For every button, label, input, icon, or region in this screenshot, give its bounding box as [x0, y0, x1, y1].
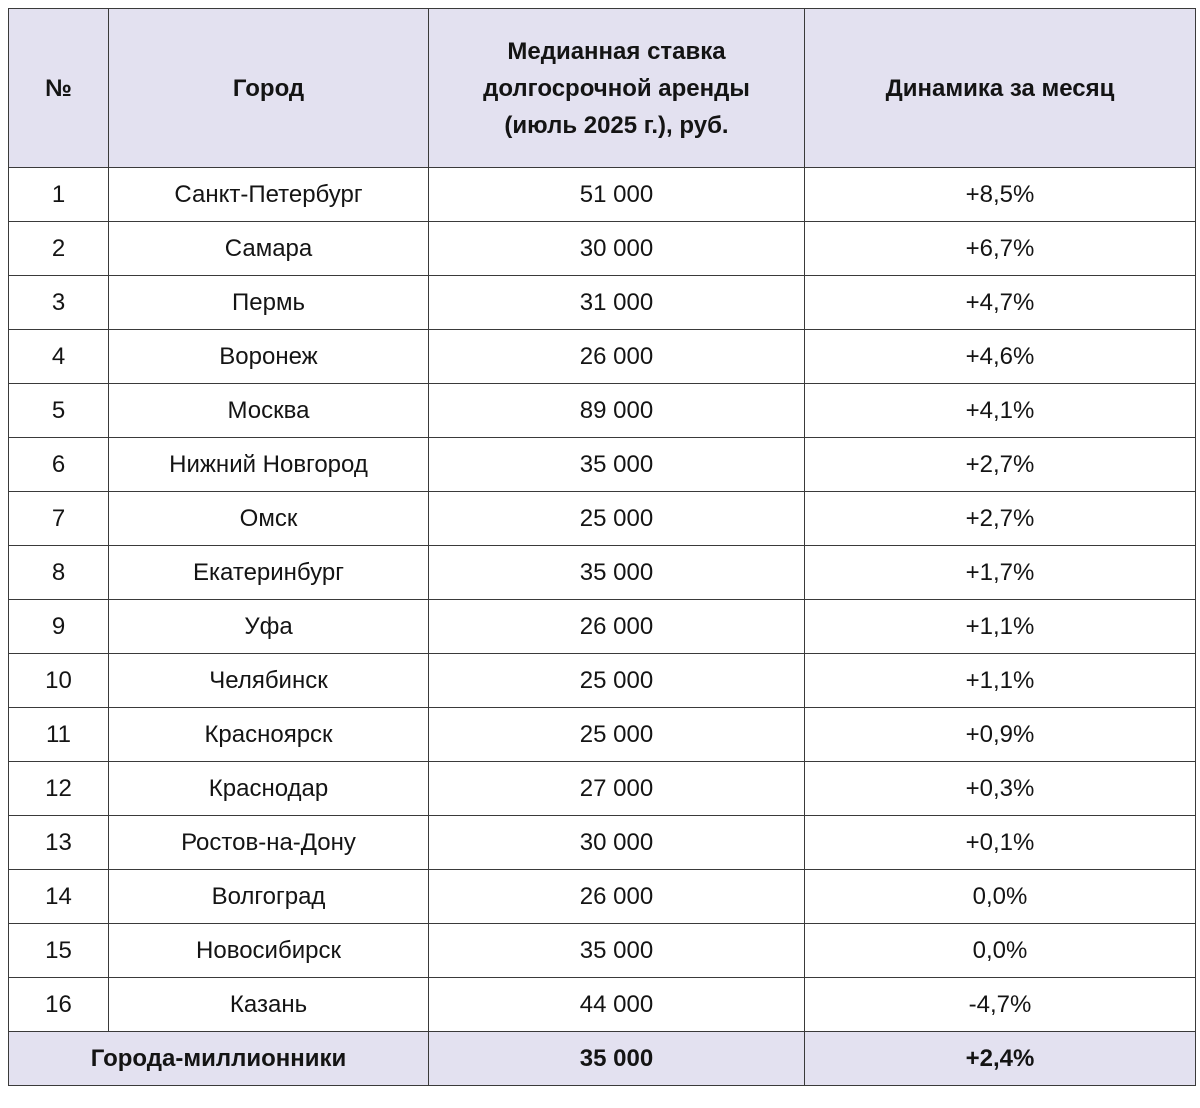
- cell-change: +1,1%: [805, 600, 1196, 654]
- cell-rate: 31 000: [429, 276, 805, 330]
- header-rate: [429, 9, 805, 168]
- cell-num: 5: [9, 384, 109, 438]
- cell-change: +2,7%: [805, 492, 1196, 546]
- total-row: [9, 1032, 1196, 1086]
- cell-num: 2: [9, 222, 109, 276]
- cell-num: 7: [9, 492, 109, 546]
- table-footer: [9, 1032, 1196, 1086]
- cell-change: +4,1%: [805, 384, 1196, 438]
- cell-rate: 26 000: [429, 870, 805, 924]
- cell-num: 9: [9, 600, 109, 654]
- cell-city: Краснодар: [109, 762, 429, 816]
- cell-change: +0,9%: [805, 708, 1196, 762]
- total-rate: 35 000: [429, 1032, 805, 1086]
- table-row: [9, 276, 1196, 330]
- cell-change: +4,7%: [805, 276, 1196, 330]
- total-label: Города-миллионники: [9, 1032, 429, 1086]
- cell-city: Санкт-Петербург: [109, 168, 429, 222]
- cell-num: 13: [9, 816, 109, 870]
- rent-table: [8, 8, 1196, 1086]
- cell-change: -4,7%: [805, 978, 1196, 1032]
- cell-change: +6,7%: [805, 222, 1196, 276]
- cell-change: +2,7%: [805, 438, 1196, 492]
- cell-city: Пермь: [109, 276, 429, 330]
- table-row: [9, 708, 1196, 762]
- cell-num: 10: [9, 654, 109, 708]
- table-row: [9, 438, 1196, 492]
- table-row: [9, 816, 1196, 870]
- cell-city: Москва: [109, 384, 429, 438]
- cell-change: 0,0%: [805, 870, 1196, 924]
- cell-city: Самара: [109, 222, 429, 276]
- cell-change: +0,1%: [805, 816, 1196, 870]
- table-row: [9, 924, 1196, 978]
- cell-num: 6: [9, 438, 109, 492]
- table-row: [9, 384, 1196, 438]
- cell-city: Челябинск: [109, 654, 429, 708]
- cell-city: Волгоград: [109, 870, 429, 924]
- table-row: [9, 492, 1196, 546]
- cell-rate: 25 000: [429, 492, 805, 546]
- cell-change: +8,5%: [805, 168, 1196, 222]
- cell-rate: 30 000: [429, 816, 805, 870]
- header-num: №: [9, 9, 109, 168]
- table-row: [9, 762, 1196, 816]
- cell-city: Екатеринбург: [109, 546, 429, 600]
- header-change: Динамика за месяц: [805, 9, 1196, 168]
- cell-num: 3: [9, 276, 109, 330]
- table-row: [9, 870, 1196, 924]
- cell-rate: 89 000: [429, 384, 805, 438]
- table-row: [9, 654, 1196, 708]
- cell-num: 15: [9, 924, 109, 978]
- cell-rate: 44 000: [429, 978, 805, 1032]
- cell-num: 1: [9, 168, 109, 222]
- cell-change: +1,1%: [805, 654, 1196, 708]
- cell-num: 11: [9, 708, 109, 762]
- cell-city: Омск: [109, 492, 429, 546]
- cell-rate: 26 000: [429, 600, 805, 654]
- table-row: [9, 546, 1196, 600]
- header-rate-line-2: долгосрочной аренды: [483, 74, 750, 102]
- cell-num: 4: [9, 330, 109, 384]
- cell-rate: 26 000: [429, 330, 805, 384]
- cell-change: +0,3%: [805, 762, 1196, 816]
- table-row: [9, 222, 1196, 276]
- cell-rate: 35 000: [429, 924, 805, 978]
- cell-city: Казань: [109, 978, 429, 1032]
- cell-city: Нижний Новгород: [109, 438, 429, 492]
- cell-rate: 25 000: [429, 708, 805, 762]
- table-row: [9, 600, 1196, 654]
- header-row: [9, 9, 1196, 168]
- cell-change: 0,0%: [805, 924, 1196, 978]
- header-rate-line-1: Медианная ставка: [507, 37, 726, 65]
- table-header: [9, 9, 1196, 168]
- cell-change: +4,6%: [805, 330, 1196, 384]
- table-row: [9, 330, 1196, 384]
- cell-num: 8: [9, 546, 109, 600]
- total-change: +2,4%: [805, 1032, 1196, 1086]
- header-city: Город: [109, 9, 429, 168]
- cell-num: 12: [9, 762, 109, 816]
- cell-num: 16: [9, 978, 109, 1032]
- cell-city: Уфа: [109, 600, 429, 654]
- cell-num: 14: [9, 870, 109, 924]
- cell-rate: 51 000: [429, 168, 805, 222]
- cell-rate: 35 000: [429, 546, 805, 600]
- cell-city: Красноярск: [109, 708, 429, 762]
- table-body: [9, 168, 1196, 1032]
- table-row: [9, 168, 1196, 222]
- cell-rate: 30 000: [429, 222, 805, 276]
- cell-rate: 35 000: [429, 438, 805, 492]
- cell-rate: 27 000: [429, 762, 805, 816]
- header-rate-line-3: (июль 2025 г.), руб.: [504, 111, 729, 139]
- cell-change: +1,7%: [805, 546, 1196, 600]
- table-row: [9, 978, 1196, 1032]
- cell-city: Ростов-на-Дону: [109, 816, 429, 870]
- cell-city: Воронеж: [109, 330, 429, 384]
- cell-city: Новосибирск: [109, 924, 429, 978]
- cell-rate: 25 000: [429, 654, 805, 708]
